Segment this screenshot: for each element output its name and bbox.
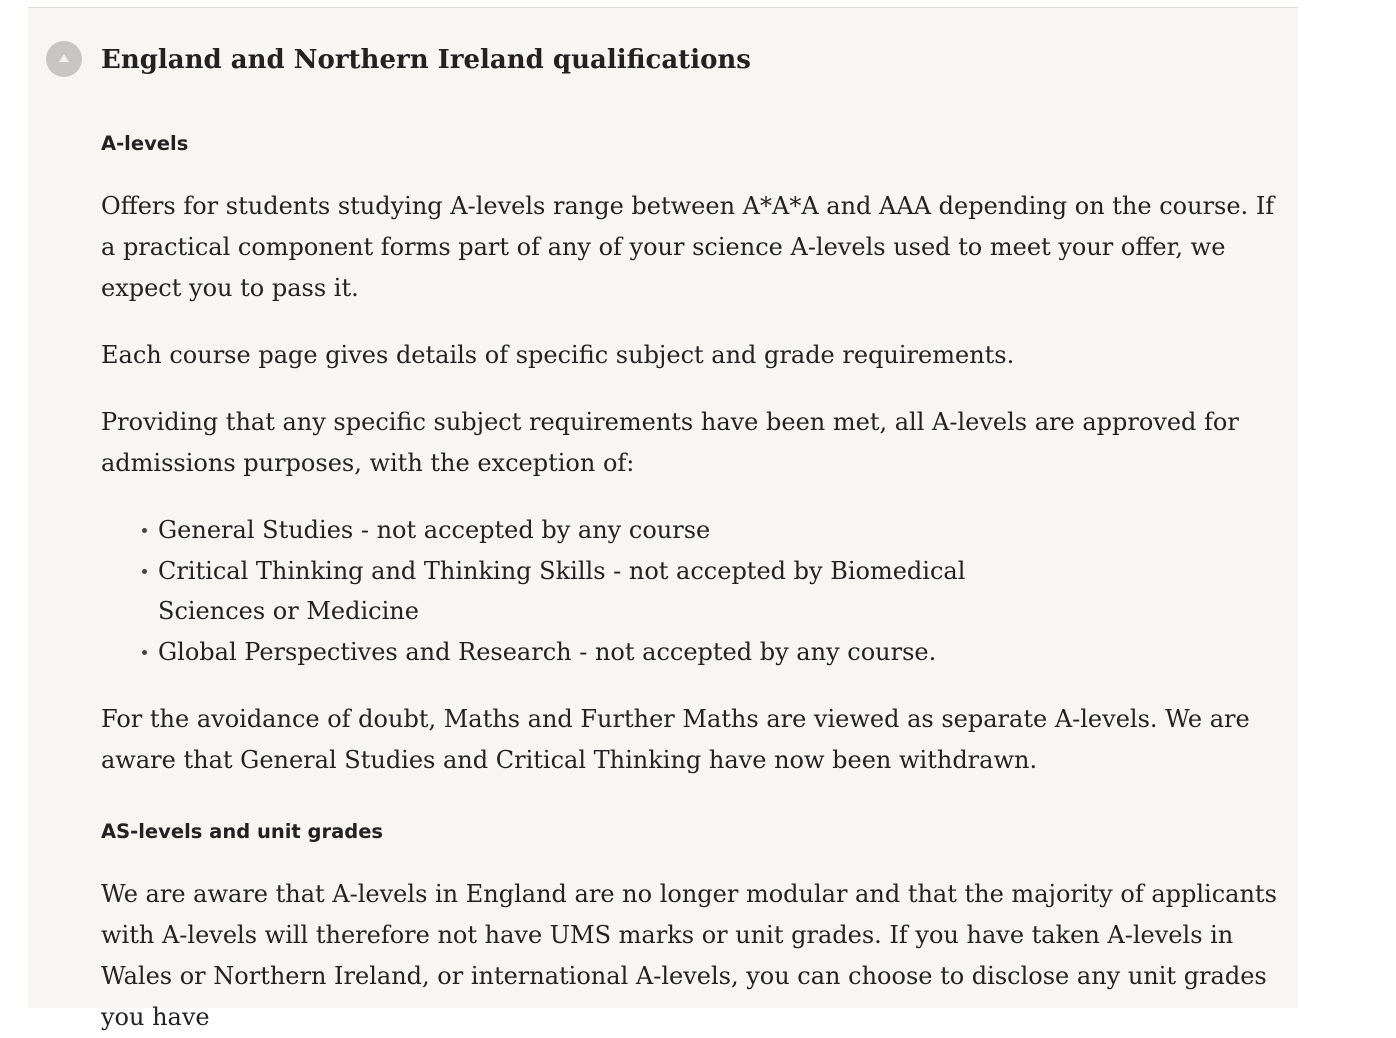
approval-paragraph: Providing that any specific subject requirements have been met, all A-levels are approved for admissions purposes, with the exception of:	[101, 408, 1239, 477]
avoidance-of-doubt-paragraph: For the avoidance of doubt, Maths and Further Maths are viewed as separate A-levels. We are aware that General Studies and Critical Thinking have now been withdrawn.	[101, 705, 1250, 774]
course-page-paragraph: Each course page gives details of specific subject and grade requirements.	[101, 341, 1015, 369]
exceptions-list	[139, 510, 1069, 672]
list-item: General Studies - not accepted by any course	[139, 510, 1069, 551]
qualification-accordion-panel	[28, 7, 1298, 1031]
list-item: Global Perspectives and Research - not accepted by any course.	[139, 632, 1069, 673]
collapse-toggle-button[interactable]	[46, 41, 82, 77]
aslevels-paragraph: We are aware that A-levels in England are no longer modular and that the majority of applicants with A-levels will therefore not have UMS marks or unit grades. If you have taken A-levels in Wales or Northern Ireland, or international A-levels, you can choose to disclose any unit grades you have	[101, 880, 1277, 1031]
aslevels-heading: AS-levels and unit grades	[101, 820, 384, 843]
list-item: Critical Thinking and Thinking Skills - not accepted by Biomedical Sciences or Medicine	[139, 551, 1069, 632]
alevels-offers-paragraph: Offers for students studying A-levels range between A*A*A and AAA depending on the course. If a practical component forms part of any of your science A-levels used to meet your offer, we expect you to pass it.	[101, 192, 1275, 302]
section-title[interactable]: England and Northern Ireland qualifications	[101, 45, 751, 75]
alevels-heading: A-levels	[101, 132, 189, 155]
